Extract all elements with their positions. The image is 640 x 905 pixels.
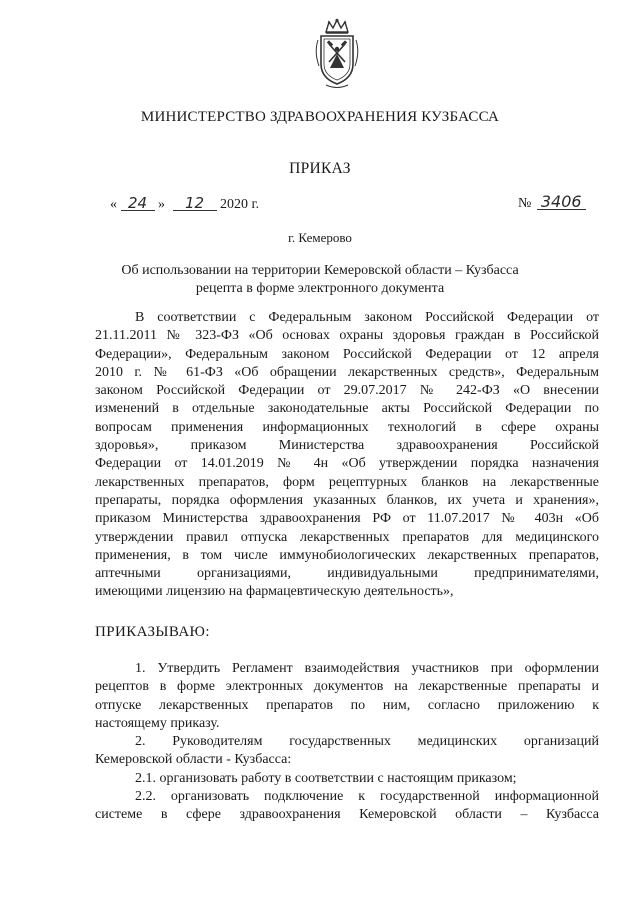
document-number: [518, 194, 586, 212]
preamble-line: изменений в отдельные законодательные акты Российской Федерации по: [95, 401, 599, 417]
item-line: 2. Руководителям государственных медицинских организаций: [135, 734, 599, 750]
date-month: 12: [173, 196, 217, 211]
preamble-line: имеющими лицензию на фармацевтическую деятельность»,: [95, 584, 454, 600]
document-type: ПРИКАЗ: [289, 160, 351, 177]
document-city: г. Кемерово: [288, 230, 352, 245]
date-year: 2020 г.: [220, 197, 260, 212]
item-line: Кемеровской области - Кузбасса:: [95, 752, 292, 768]
preamble-line: применения, в том числе иммунобиологических лекарственных препаратов,: [95, 547, 599, 563]
preamble-line: здоровья», приказом Министерства здравоохранения Российской: [95, 438, 599, 454]
subject-line: Об использовании на территории Кемеровской области – Кузбасса: [121, 263, 519, 278]
preamble-line: приказом Министерства здравоохранения РФ от 11.07.2017 № 403н «Об: [95, 511, 599, 527]
preamble-line: лекарственных препаратов, форм рецептурных бланков на лекарственные: [95, 474, 599, 490]
order-word: ПРИКАЗЫВАЮ:: [95, 624, 210, 640]
preamble-line: вопросам применения информационных технологий в сфере охраны: [95, 419, 599, 435]
preamble-line: Федерации», Федеральным законом Российской Федерации от 12 апреля: [95, 346, 599, 362]
order-items: [95, 660, 599, 825]
item-line: 1. Утвердить Регламент взаимодействия участников при оформлении: [135, 661, 599, 676]
preamble-line: препараты, порядка оформления указанных бланков, их учета и хранения»,: [95, 492, 599, 508]
item-line: рецептов в форме электронных документов на лекарственные препараты и: [95, 679, 599, 695]
coat-of-arms-icon: [312, 18, 362, 90]
preamble-line: законом Российской Федерации от 29.07.2017 № 242-ФЗ «О внесении: [95, 383, 599, 399]
document-subject: [0, 262, 640, 298]
item-line: 2.1. организовать работу в соответствии с настоящим приказом;: [135, 770, 517, 786]
item-line: системе в сфере здравоохранения Кемеровской области – Кузбасса: [95, 807, 599, 823]
item-line: 2.2. организовать подключение к государственной информационной: [135, 789, 599, 805]
preamble-paragraph: [95, 309, 599, 602]
number-prefix: №: [518, 196, 532, 211]
preamble-line: утверждении правил отпуска лекарственных препаратов для медицинского: [95, 529, 599, 545]
date-day: 24: [121, 196, 155, 211]
item-line: настоящему приказу.: [95, 715, 220, 731]
preamble-line: В соответствии с Федеральным законом Российской Федерации от: [135, 310, 599, 325]
date-close-quote: »: [158, 197, 165, 212]
subject-line: рецепта в форме электронного документа: [195, 281, 445, 296]
number-value: 3406: [537, 194, 586, 210]
preamble-line: 2010 г. № 61-ФЗ «Об обращении лекарственных средств», Федеральным: [95, 364, 599, 380]
preamble-line: Федерации от 14.01.2019 № 4н «Об утверждении порядка назначения: [95, 456, 599, 472]
ministry-title: МИНИСТЕРСТВО ЗДРАВООХРАНЕНИЯ КУЗБАССА: [140, 109, 500, 125]
document-date: [110, 196, 259, 213]
date-open-quote: «: [110, 197, 117, 212]
item-line: отпуске лекарственных препаратов по ним, согласно приложению к: [95, 697, 599, 713]
preamble-line: аптечными организациями, индивидуальными предпринимателями,: [95, 566, 599, 582]
preamble-line: 21.11.2011 № 323-ФЗ «Об основах охраны здоровья граждан в Российской: [95, 328, 599, 344]
